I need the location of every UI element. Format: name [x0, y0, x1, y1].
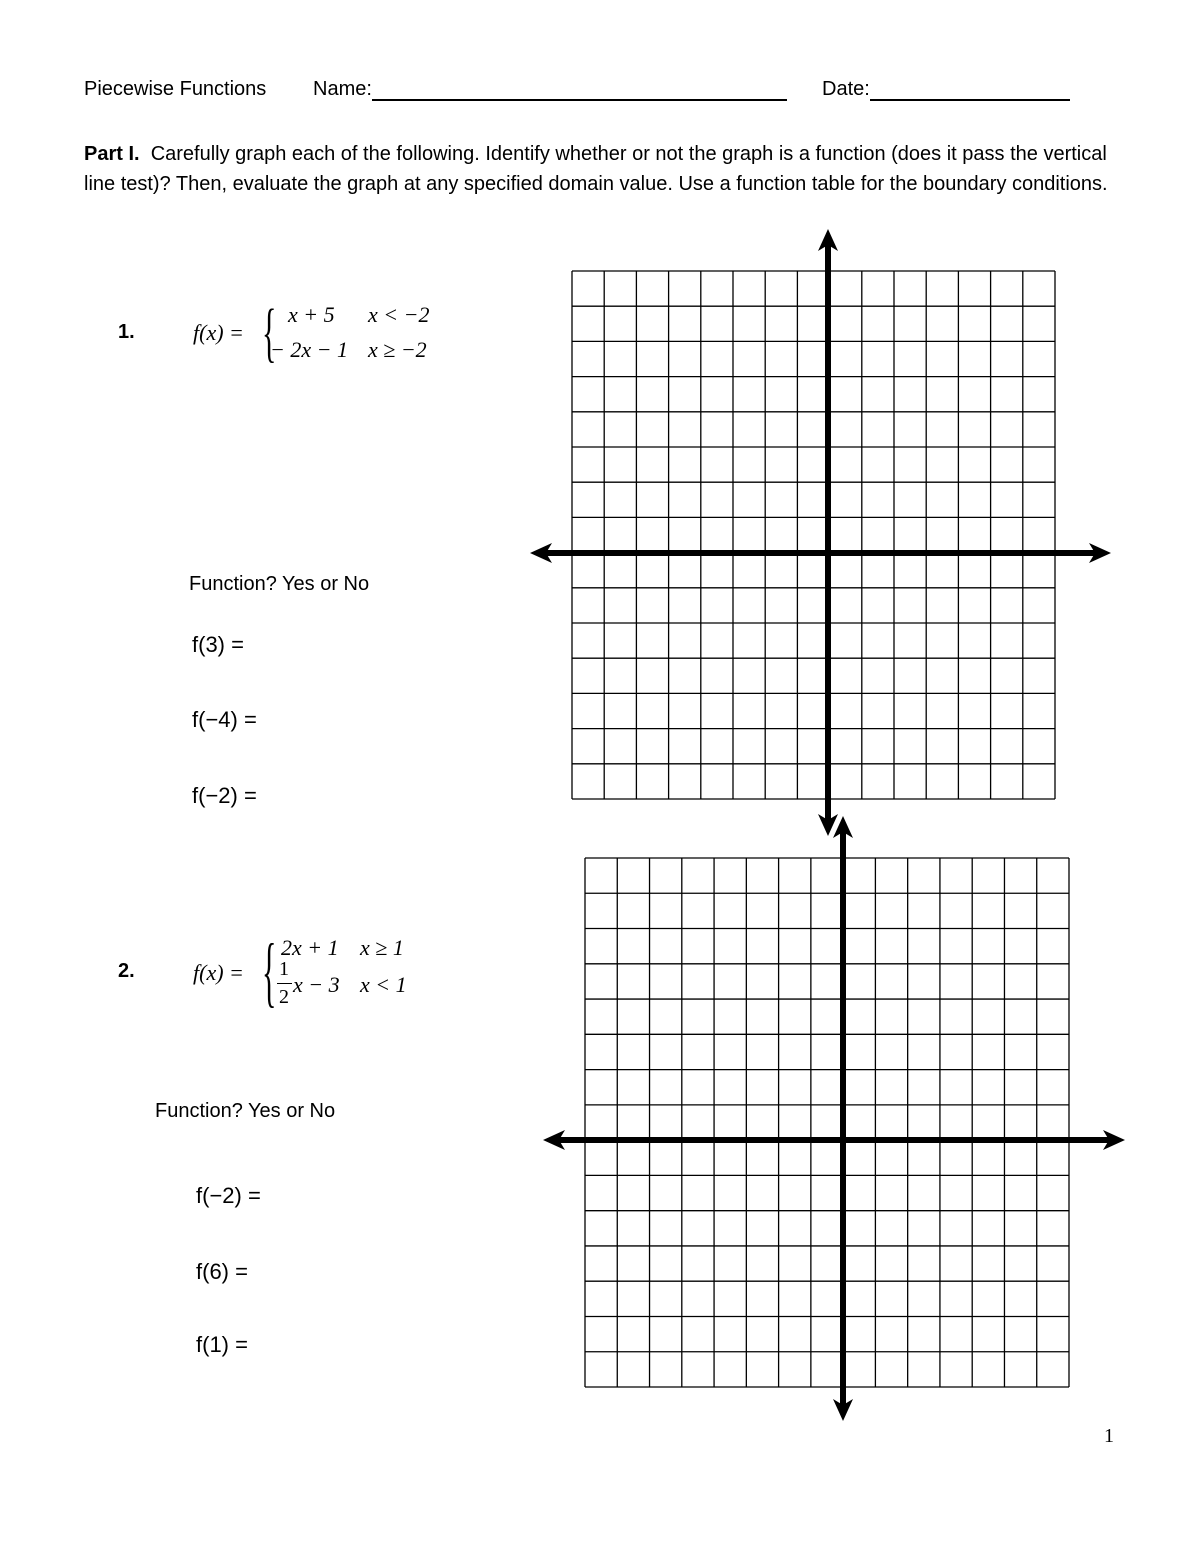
problem-2-piece-1-cond: x ≥ 1	[360, 935, 404, 960]
problem-2-piece-2-numerator: 1	[279, 958, 289, 980]
instructions-text: Carefully graph each of the following. Identify whether or not the graph is a function (does it pass the vertical line test)? Then, evaluate the graph at any specified domain value. Use a function table for the boundary conditions.	[84, 143, 1108, 195]
problem-2-piece-2-expr: x − 3	[293, 972, 340, 997]
problem-2-function-question: Function? Yes or No	[155, 1100, 336, 1122]
problem-2-number: 2.	[118, 960, 135, 982]
problem-1-eval-1: f(3) =	[192, 632, 244, 657]
graph-2-grid-lines	[585, 858, 1069, 1387]
problem-2-eval-1: f(−2) =	[196, 1183, 261, 1208]
problem-1-piece-1-expr: x + 5	[288, 302, 335, 327]
name-label: Name:	[313, 78, 372, 100]
problem-1-eval-3: f(−2) =	[192, 783, 257, 808]
problem-2-piece-2-denominator: 2	[279, 986, 289, 1008]
problem-2-eval-3: f(1) =	[196, 1332, 248, 1357]
problem-1-function-question: Function? Yes or No	[189, 573, 370, 595]
problem-2-eval-2: f(6) =	[196, 1259, 248, 1284]
date-label: Date:	[822, 78, 870, 100]
problem-2-piece-1-expr: 2x + 1	[281, 935, 339, 960]
problem-1-brace: {	[262, 297, 277, 370]
problem-2-lhs: f(x) =	[193, 960, 244, 985]
problem-1-eval-2: f(−4) =	[192, 707, 257, 732]
problem-2-brace: {	[262, 930, 277, 1016]
worksheet-title: Piecewise Functions	[84, 78, 267, 100]
part-label: Part I.	[84, 143, 140, 165]
problem-1-piece-2-expr: − 2x − 1	[270, 337, 348, 362]
page-number: 1	[1104, 1425, 1114, 1447]
problem-1-piece-1-cond: x < −2	[368, 302, 430, 327]
problem-2-piece-2-cond: x < 1	[360, 972, 407, 997]
problem-1-lhs: f(x) =	[193, 320, 244, 345]
problem-1-piece-2-cond: x ≥ −2	[368, 337, 427, 362]
problem-1-number: 1.	[118, 321, 135, 343]
